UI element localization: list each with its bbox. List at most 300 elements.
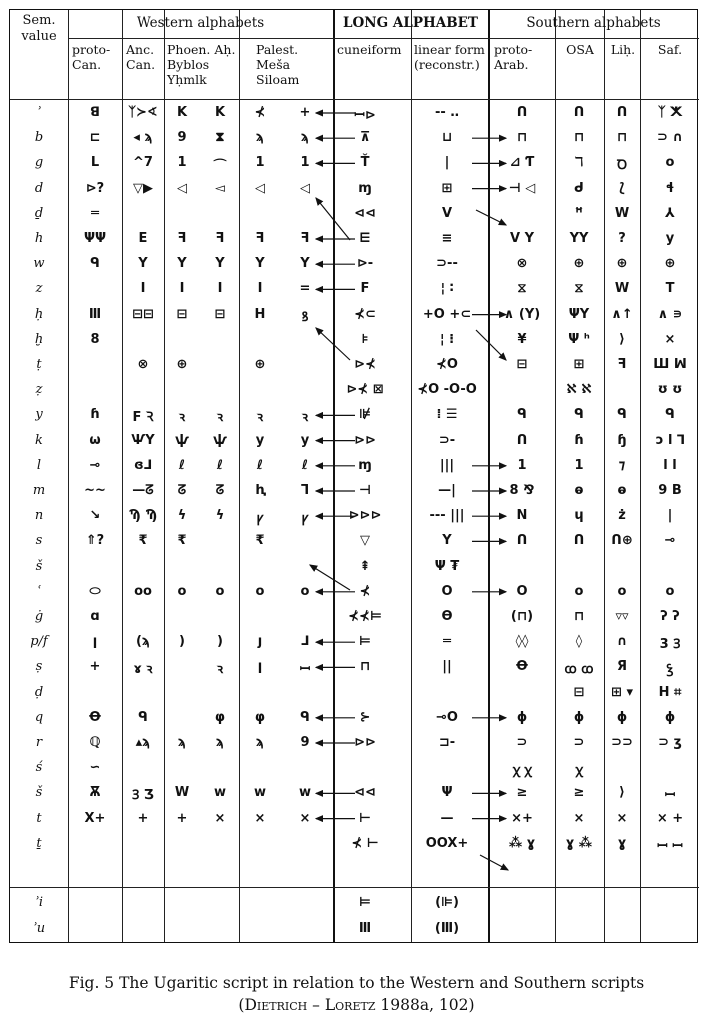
glyph-ac: oo	[134, 583, 152, 599]
glyph-pa1: ꝩ	[256, 511, 264, 527]
glyph-ph2: Y	[215, 256, 225, 272]
glyph-pc: ⇑?	[85, 533, 105, 549]
glyph-li: ⊔	[441, 130, 453, 146]
sem-value: d	[34, 180, 44, 196]
glyph-pc: Ⅲ	[88, 306, 102, 322]
glyph-pa1: H	[254, 306, 266, 322]
sem-value: b	[34, 130, 44, 146]
glyph-sa: ⊸	[664, 533, 676, 549]
long-alphabet-header: LONG ALPHABET	[343, 15, 478, 31]
glyph-ph2: )	[217, 634, 223, 650]
glyph-pa2: ϡ	[300, 130, 310, 146]
glyph-os: ꭃ ꭃ	[564, 662, 594, 678]
glyph-pa1: I	[257, 281, 263, 297]
col-saf-header: Saf.	[657, 42, 683, 57]
glyph-pc: L	[90, 155, 100, 171]
arrow-diagonal	[310, 565, 350, 590]
glyph-lh: ⊕	[616, 256, 628, 272]
col-palest-header: Palest. Meša Siloam	[256, 42, 300, 87]
glyph-ph2: ᘔ	[215, 483, 225, 498]
glyph-ph1: 1	[177, 155, 187, 171]
glyph-ph2: ѱ	[213, 432, 227, 448]
glyph-ph1: Y	[177, 256, 187, 272]
glyph-pa1: ꝛ	[256, 410, 264, 426]
glyph-li: ⊃--	[436, 256, 458, 272]
glyph-pa2: ◁	[300, 180, 310, 196]
col-protocan-header: proto- Can.	[72, 42, 111, 72]
glyph-lh: ⊞ ▾	[611, 684, 633, 700]
glyph-pa2: Y	[300, 256, 310, 272]
glyph-pa: ⧖	[517, 281, 527, 297]
glyph-pa1: ꟻ	[255, 231, 265, 246]
glyph-lh: W	[614, 281, 630, 297]
glyph-ph1: ᘔ	[177, 483, 187, 498]
glyph-ac: ₹	[138, 533, 148, 549]
glyph-ph2: ϡ	[215, 735, 225, 750]
glyph-ph1: ⊕	[176, 357, 188, 372]
glyph-lh: ∩	[616, 634, 628, 650]
glyph-sa: y	[665, 231, 675, 246]
glyph-li: ¦ ⁝	[439, 331, 455, 347]
glyph-sa: ꟷ	[664, 788, 676, 804]
glyph-ac: ɞ⅃	[134, 457, 152, 473]
glyph-ph1: I	[179, 281, 185, 297]
glyph-cu: ⊳⊳	[354, 735, 376, 750]
glyph-pa2: ℓ	[301, 457, 309, 473]
glyph-pa: ᑎ	[516, 432, 528, 448]
arrow-diagonal	[476, 330, 506, 360]
glyph-cu: ⊧	[361, 331, 369, 347]
glyph-ph1: o	[177, 583, 187, 599]
glyph-pa2: ᑫ	[300, 709, 310, 725]
glyph-cu: ⊲⊲	[354, 785, 376, 801]
glyph-pa: ᑎ	[516, 105, 528, 120]
glyph-cu: ɱ	[358, 457, 372, 473]
glyph-ph1: ѱ	[175, 432, 189, 448]
glyph-pc: +	[89, 659, 101, 675]
glyph-li: O	[441, 583, 453, 599]
glyph-cu: ⇞	[359, 558, 371, 574]
glyph-pa2: ꟻ	[300, 231, 310, 246]
glyph-lh: ⁊	[618, 457, 626, 473]
glyph-pa: ⁂ ɣ	[508, 835, 536, 851]
glyph-pa1: ⊕	[254, 357, 266, 372]
sem-value: z	[35, 281, 43, 297]
glyph-pc: ᑫ	[90, 256, 100, 272]
sem-value: h	[34, 231, 44, 246]
sem-value: ʾ	[37, 105, 41, 120]
sem-value: ḫ	[34, 331, 44, 347]
glyph-ph1: ϡ	[177, 735, 187, 750]
glyph-os: o	[574, 583, 584, 599]
glyph-li: Y	[442, 533, 452, 549]
glyph-os: YY	[569, 231, 589, 246]
glyph-os: ꟸ	[575, 205, 583, 221]
glyph-cu: ⋿	[359, 231, 371, 246]
col-linear-header: linear form (reconstr.)	[414, 42, 485, 72]
glyph-li: Ψ ₮	[434, 558, 460, 574]
glyph-lh: ⟩	[619, 331, 625, 347]
glyph-li: ═	[443, 634, 451, 650]
figure-citation	[0, 996, 713, 1014]
glyph-li: ⊸O	[436, 709, 458, 725]
glyph-ph1: ₹	[177, 533, 187, 549]
glyph-os: ꭓ	[575, 763, 583, 779]
glyph-cu: ⊳⊳	[354, 432, 376, 448]
sem-value: s	[35, 533, 43, 549]
glyph-pa1: ⊀	[254, 105, 266, 120]
glyph-pa: ᑎ	[516, 533, 528, 549]
arrow-diagonal	[480, 855, 508, 870]
glyph-cu: ⊀⊂	[354, 306, 376, 322]
glyph-lh: ᑎ	[616, 105, 628, 120]
glyph-pa2: у	[300, 432, 310, 448]
glyph-ac: E	[138, 231, 148, 246]
glyph-pa1: ◁	[255, 180, 265, 196]
glyph-lh: Ꝺ	[616, 158, 628, 174]
glyph-pc: ℚ	[89, 735, 101, 750]
glyph-ph1: ◁	[177, 180, 187, 196]
sem-value: ġ	[34, 609, 44, 624]
glyph-os: ⧖	[574, 281, 584, 297]
glyph-li: —	[440, 810, 454, 826]
glyph-pa: ×+	[511, 810, 533, 826]
citation-year-page: 1988a, 102)	[375, 996, 475, 1014]
glyph-pc: ∽	[89, 760, 101, 776]
glyph-sa: l l	[663, 457, 677, 473]
glyph-sa: ɬ	[665, 180, 675, 196]
glyph-pc: ⬭	[89, 583, 101, 599]
col-phoen-header: Phoen. Aḥ. Byblos Yḥmlk	[167, 42, 236, 87]
glyph-os: ᑎ	[573, 105, 585, 120]
glyph-os: ⊟	[573, 684, 585, 700]
glyph-lh: o	[617, 583, 627, 599]
glyph-pa2: ꟷ	[299, 662, 311, 678]
glyph-cu: ⊱	[359, 709, 371, 725]
col-anccan-header: Anc. Can.	[126, 42, 156, 72]
glyph-li: OOX+	[425, 835, 469, 851]
sem-value: ṯ	[36, 835, 42, 851]
glyph-sa: ʊ ʊ	[657, 382, 683, 398]
glyph-pa1: ℓ	[256, 457, 264, 473]
glyph-pa1: ₹	[255, 533, 265, 549]
glyph-pc: ɑ	[90, 609, 100, 624]
sem-value: š	[35, 558, 43, 574]
glyph-os: ɦ	[574, 432, 584, 448]
col-cuneiform-header: cuneiform	[337, 42, 402, 57]
glyph-cu: ⊨	[359, 634, 371, 650]
glyph-os: ℵ ℵ	[566, 382, 592, 398]
sem-value: ḥ	[34, 306, 44, 322]
glyph-cu: ⊓	[359, 659, 371, 675]
glyph-pa1: ȷ	[257, 634, 263, 650]
glyph-ph1: 9	[177, 130, 187, 146]
glyph-cu: Ť	[360, 155, 370, 171]
glyph-pa: Ꝋ	[516, 659, 528, 675]
southern-alphabets-header: Southern alphabets	[526, 15, 661, 31]
glyph-sa: ×	[664, 331, 676, 347]
glyph-ph2: φ	[214, 709, 226, 725]
glyph-sa: ʔ ʔ	[660, 609, 680, 624]
glyph-os: ×	[573, 810, 585, 826]
glyph-pa2: ×	[299, 810, 311, 826]
glyph-li: Ψ	[441, 785, 453, 801]
glyph-cu: ⊢	[359, 810, 371, 826]
glyph-lh: ż	[618, 508, 626, 524]
glyph-pc: ⊸	[89, 457, 101, 473]
glyph-lh: ⟅	[619, 180, 625, 196]
glyph-os: ΨY	[568, 306, 590, 322]
glyph-li: |||	[439, 457, 455, 473]
glyph-ph1: W	[174, 785, 190, 801]
sem-value: q	[34, 709, 44, 725]
glyph-ph2: ⌒	[213, 159, 227, 175]
sem-value: ḏ	[34, 205, 44, 221]
glyph-pa1: ϡ	[255, 735, 265, 750]
glyph-ph2: ℓ	[216, 457, 224, 473]
glyph-os: ᑯ	[574, 180, 584, 196]
glyph-sa: o	[665, 583, 675, 599]
glyph-li: (Ⅲ)	[434, 921, 460, 936]
glyph-cu: ⊲⊲	[354, 205, 376, 221]
glyph-pc: Ꝋ	[89, 709, 101, 725]
glyph-ac: (ϡ	[135, 634, 151, 650]
glyph-os: ɸ	[573, 709, 585, 725]
glyph-pc: X+	[84, 810, 106, 826]
glyph-sa: ꝣ	[666, 662, 674, 678]
glyph-pc: ~~	[84, 483, 106, 498]
glyph-ph1: ⊟	[176, 306, 188, 322]
sem-value: t	[36, 810, 42, 826]
glyph-cu: ɱ	[358, 180, 372, 196]
glyph-pa: ɸ	[516, 709, 528, 725]
sem-value: ẓ	[35, 382, 43, 398]
glyph-lh: ×	[616, 810, 628, 826]
sem-value: y	[35, 407, 43, 423]
glyph-ac: ^7	[133, 155, 153, 171]
glyph-ph2: ⧗	[215, 130, 225, 146]
glyph-os: ⊃	[573, 735, 585, 750]
glyph-pc: Ѫ	[89, 785, 101, 801]
glyph-pa: (⊓)	[510, 609, 534, 624]
glyph-lh: ɧ	[617, 432, 627, 448]
script-comparison-table	[9, 9, 698, 943]
glyph-cu: ⊯	[359, 407, 371, 423]
glyph-lh: ᑎ⊕	[611, 533, 633, 549]
glyph-sa: ɔ l ⅂	[655, 432, 685, 448]
glyph-os: ℸ	[574, 155, 584, 171]
glyph-ph1: K	[176, 105, 188, 120]
glyph-pa: N	[516, 508, 528, 524]
glyph-cu: ⊳-	[356, 256, 374, 272]
glyph-sa: × +	[656, 810, 684, 826]
glyph-ac: ѰY	[131, 432, 155, 448]
glyph-ac: +	[137, 810, 149, 826]
sem-value: g	[34, 155, 44, 171]
glyph-os: ◊	[575, 634, 583, 650]
glyph-pc: ⊏	[89, 130, 101, 146]
glyph-lh: Я	[616, 659, 628, 675]
glyph-ph2: ꝛ	[216, 410, 224, 426]
glyph-pa1: ꞁ	[257, 659, 263, 675]
sem-value: l	[36, 457, 42, 473]
sem-value: p/f	[30, 634, 48, 650]
glyph-cu: Ⅲ	[358, 921, 372, 936]
glyph-sa: H ⌗	[658, 684, 682, 700]
glyph-pa: ≥	[516, 785, 528, 801]
glyph-pa1: Y	[255, 256, 265, 272]
glyph-sa: ⅄	[665, 205, 675, 221]
glyph-sa: ᑫ	[665, 407, 675, 423]
sem-value: w	[33, 256, 45, 272]
glyph-pa1: ×	[254, 810, 266, 826]
glyph-ac: ▽▶	[133, 180, 153, 196]
arrow-diagonal	[316, 198, 350, 240]
glyph-li: V	[441, 205, 453, 221]
glyph-lh: ɸ	[616, 709, 628, 725]
glyph-sa: ⊃ ʒ	[658, 735, 682, 750]
glyph-pc: ΨΨ	[83, 231, 107, 246]
glyph-pa: ⊗	[516, 256, 528, 272]
glyph-lh: ?	[618, 231, 626, 246]
glyph-cu: ⊨	[359, 895, 371, 910]
glyph-ac: ᑫ	[138, 709, 148, 725]
glyph-os: ⊓	[573, 130, 585, 146]
glyph-li: ≡	[441, 231, 453, 246]
glyph-ac: I	[140, 281, 146, 297]
glyph-cu: ⊳⊳⊳	[348, 508, 382, 524]
glyph-li: --- |||	[429, 508, 465, 524]
glyph-pa: ⊿ Ƭ	[509, 155, 535, 171]
glyph-lh: W	[614, 205, 630, 221]
glyph-ac: ▴ϡ	[135, 735, 151, 750]
glyph-pc: ꞁ	[92, 634, 98, 650]
glyph-li: Ѳ	[441, 609, 453, 624]
glyph-cu: ⊀	[359, 583, 371, 599]
glyph-li: ||	[442, 659, 452, 675]
glyph-pa: ⊃	[516, 735, 528, 750]
glyph-pa1: ϡ	[255, 130, 265, 146]
arrow-diagonal	[476, 210, 506, 225]
glyph-sa: T	[665, 281, 675, 297]
sem-value: ʾi	[34, 895, 44, 910]
glyph-ph1: ꟻ	[177, 231, 187, 246]
glyph-ph1: )	[179, 634, 185, 650]
glyph-os: ⊞	[573, 357, 585, 372]
glyph-li: —|	[438, 483, 456, 498]
glyph-pa: ⊓	[516, 130, 528, 146]
glyph-ac: Ϡ Ϡ	[128, 508, 158, 524]
glyph-ac: ⊟⊟	[132, 306, 154, 322]
glyph-ac: —ᘔ	[132, 483, 154, 498]
glyph-lh: ▿▿	[615, 609, 629, 624]
glyph-ph1: ꝛ	[178, 410, 186, 426]
glyph-ac: Y	[138, 256, 148, 272]
glyph-ph2: ⊟	[214, 306, 226, 322]
col-lih-header: Liḥ.	[610, 42, 636, 57]
sem-value: k	[35, 432, 43, 448]
glyph-pa1: w	[253, 785, 267, 801]
sem-value: r	[35, 735, 43, 750]
sem-value: ṣ	[35, 659, 43, 675]
glyph-ph2: ꝛ	[216, 662, 224, 678]
glyph-pa2: ⅃	[300, 634, 310, 650]
glyph-li: (⊫)	[435, 895, 459, 910]
glyph-sa: ɸ	[664, 709, 676, 725]
glyph-sa: ∧ ∍	[657, 306, 683, 322]
relation-arrows	[10, 10, 699, 944]
glyph-pc: ═	[91, 205, 99, 221]
glyph-pa2: ꝛ	[301, 410, 309, 426]
glyph-pa1: 1	[255, 155, 265, 171]
glyph-cu: ⊼	[359, 130, 371, 146]
glyph-li: ⁞ ☰	[436, 407, 458, 423]
glyph-cu: ꟷ⊳	[354, 108, 376, 123]
glyph-ac: ᛉ≻∢	[128, 105, 158, 120]
glyph-os: 1	[574, 457, 584, 473]
glyph-os: ᑎ	[573, 533, 585, 549]
glyph-li: +O +⊂	[422, 306, 472, 322]
glyph-sa: ᛉ ⵅ	[657, 105, 683, 120]
glyph-ph1: ϟ	[177, 508, 187, 524]
glyph-pa: O	[516, 583, 528, 599]
glyph-sa: o	[665, 155, 675, 171]
sem-value: m	[32, 483, 46, 498]
glyph-cu: ⊀⊀⊨	[348, 609, 382, 624]
glyph-lh: ∧↑	[611, 306, 633, 322]
glyph-os: ᑫ	[574, 407, 584, 423]
glyph-os: ɣ ⁂	[565, 835, 593, 851]
glyph-pa: ∧ (Y)	[503, 306, 541, 322]
glyph-ph2: K	[214, 105, 226, 120]
glyph-pc: ꓭ	[90, 105, 100, 120]
col-osa-header: OSA	[566, 42, 594, 57]
glyph-ph2: ꟻ	[215, 231, 225, 246]
arrow-diagonal	[316, 328, 350, 360]
glyph-os: ɥ	[574, 508, 584, 524]
glyph-pc: ѡ	[89, 432, 101, 448]
glyph-pa: ⊣ ◁	[508, 180, 536, 196]
glyph-li: |	[444, 155, 450, 171]
sem-value: š	[35, 785, 43, 801]
glyph-os: ⱺ	[574, 483, 584, 498]
glyph-pa: 8 ⅋	[509, 483, 535, 498]
glyph-sa: ⊕	[664, 256, 676, 272]
glyph-pa: ᐯ Y	[509, 231, 535, 246]
glyph-pa2: Ꞁ	[300, 483, 310, 498]
glyph-lh: ⟩	[619, 785, 625, 801]
col-protoarab-header: proto- Arab.	[494, 42, 533, 72]
glyph-lh: ɣ	[617, 835, 627, 851]
glyph-cu: F	[360, 281, 370, 297]
glyph-lh: ⊓	[616, 130, 628, 146]
glyph-sa: Ш ꟽ	[653, 357, 687, 372]
glyph-pa2: 1	[300, 155, 310, 171]
citation-authors: Dietrich – Loretz	[244, 996, 376, 1014]
glyph-cu: ▽	[360, 533, 370, 549]
glyph-sa: ꟷ ꟷ	[657, 838, 683, 854]
glyph-lh: ᑫ	[617, 407, 627, 423]
sem-value: ʿ	[37, 583, 41, 599]
glyph-li: ¦ ∶	[440, 281, 454, 297]
glyph-ph2: ×	[214, 810, 226, 826]
glyph-pa1: φ	[254, 709, 266, 725]
glyph-li: ⊃-	[438, 432, 456, 448]
glyph-li: ⊀O -O-O	[417, 382, 477, 398]
glyph-pa2: =	[299, 281, 311, 297]
glyph-li: ⊀O	[436, 357, 458, 372]
glyph-ph2: ◅	[215, 180, 225, 196]
